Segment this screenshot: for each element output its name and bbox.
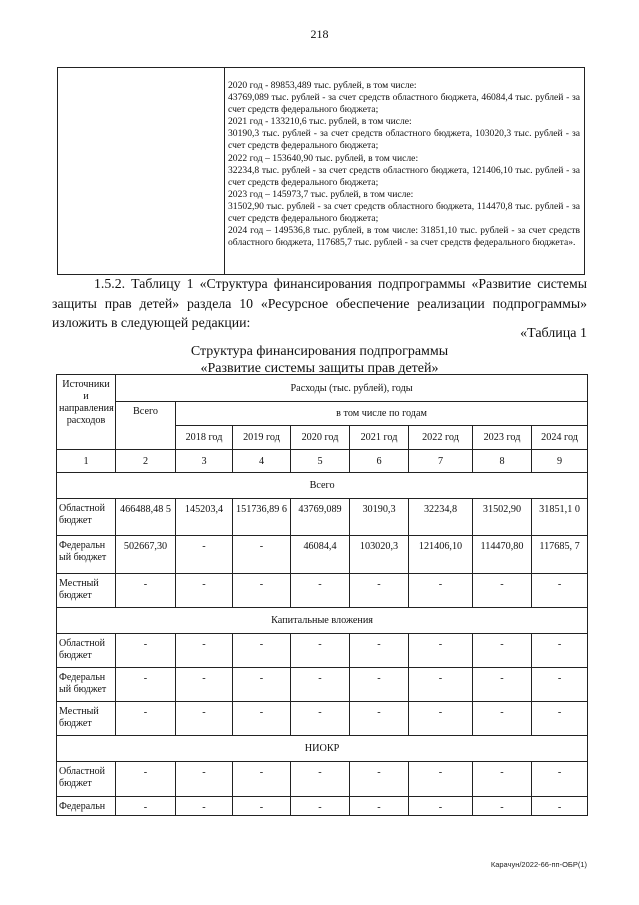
table-label: «Таблица 1 xyxy=(520,326,587,341)
value-cell: - xyxy=(473,668,532,702)
value-cell: - xyxy=(176,634,233,668)
value-cell: 121406,10 xyxy=(409,536,473,574)
column-number: 5 xyxy=(291,450,350,473)
text-line: 2022 год – 153640,90 тыс. рублей, в том числе: xyxy=(228,152,419,164)
value-cell: - xyxy=(233,702,291,736)
value-cell: 502667,30 xyxy=(116,536,176,574)
value-cell: - xyxy=(116,634,176,668)
text-line: 30190,3 тыс. рублей - за счет средств областного бюджета, 103020,3 тыс. рублей - за счет средств федерального бюджета; xyxy=(228,128,580,152)
value-cell: 466488,48 5 xyxy=(116,499,176,536)
section-row xyxy=(57,473,588,499)
value-cell: - xyxy=(532,762,588,797)
value-cell: - xyxy=(473,574,532,608)
value-cell: - xyxy=(350,797,409,816)
value-cell: - xyxy=(409,634,473,668)
continuation-table xyxy=(57,67,585,275)
text-line: 2024 год – 149536,8 тыс. рублей, в том числе: 31851,10 тыс. рублей - за счет средств областного бюджета, 117685,7 тыс. рублей - за счет средств федерального бюджета». xyxy=(228,225,580,249)
column-number: 3 xyxy=(176,450,233,473)
value-cell: - xyxy=(350,762,409,797)
column-number: 7 xyxy=(409,450,473,473)
value-cell: 30190,3 xyxy=(350,499,409,536)
value-cell: - xyxy=(350,634,409,668)
row-label: Областной бюджет xyxy=(57,762,116,797)
value-cell: - xyxy=(532,668,588,702)
row-label: Федеральн ый бюджет xyxy=(57,536,116,574)
header-total: Всего xyxy=(116,402,176,450)
value-cell: 117685, 7 xyxy=(532,536,588,574)
value-cell: 103020,3 xyxy=(350,536,409,574)
value-cell: - xyxy=(409,762,473,797)
row-label: Федеральн xyxy=(57,797,116,816)
value-cell: 31502,90 xyxy=(473,499,532,536)
value-cell: 151736,89 6 xyxy=(233,499,291,536)
value-cell: 32234,8 xyxy=(409,499,473,536)
header-expenses: Расходы (тыс. рублей), годы xyxy=(116,375,588,402)
value-cell: - xyxy=(116,668,176,702)
column-number: 8 xyxy=(473,450,532,473)
column-number: 2 xyxy=(116,450,176,473)
value-cell: 145203,4 xyxy=(176,499,233,536)
section-row xyxy=(57,608,588,634)
header-year: 2022 год xyxy=(409,426,473,450)
value-cell: 114470,80 xyxy=(473,536,532,574)
value-cell: - xyxy=(116,702,176,736)
row-label: Местный бюджет xyxy=(57,702,116,736)
value-cell: - xyxy=(233,668,291,702)
value-cell: - xyxy=(176,762,233,797)
amendment-paragraph: 1.5.2. Таблицу 1 «Структура финансирования подпрограммы «Развитие системы защиты прав детей» раздела 10 «Ресурсное обеспечение реализации подпрограммы» изложить в следующей редакции: xyxy=(52,276,587,330)
value-cell: - xyxy=(350,574,409,608)
continuation-text xyxy=(228,80,580,249)
section-title: Капитальные вложения xyxy=(57,608,588,634)
header-year: 2023 год xyxy=(473,426,532,450)
column-number: 1 xyxy=(57,450,116,473)
row-label: Областной бюджет xyxy=(57,634,116,668)
value-cell: - xyxy=(532,574,588,608)
value-cell: - xyxy=(176,574,233,608)
value-cell: - xyxy=(233,574,291,608)
value-cell: - xyxy=(473,762,532,797)
caption-line: Структура финансирования подпрограммы xyxy=(190,344,449,359)
row-label: Местный бюджет xyxy=(57,574,116,608)
value-cell: - xyxy=(176,536,233,574)
value-cell: - xyxy=(233,634,291,668)
table-row xyxy=(57,702,588,736)
table-divider xyxy=(224,68,225,274)
column-number: 9 xyxy=(532,450,588,473)
value-cell: - xyxy=(116,797,176,816)
value-cell: - xyxy=(473,702,532,736)
header-year: 2024 год xyxy=(532,426,588,450)
value-cell: - xyxy=(409,797,473,816)
table-row xyxy=(57,668,588,702)
value-cell: 46084,4 xyxy=(291,536,350,574)
column-number: 4 xyxy=(233,450,291,473)
value-cell: - xyxy=(409,574,473,608)
text-line: 31502,90 тыс. рублей - за счет средств областного бюджета, 114470,8 тыс. рублей - за счет средств федерального бюджета; xyxy=(228,200,580,225)
row-label: Федеральн ый бюджет xyxy=(57,668,116,702)
header-year: 2021 год xyxy=(350,426,409,450)
value-cell: - xyxy=(233,536,291,574)
value-cell: - xyxy=(176,668,233,702)
value-cell: - xyxy=(291,702,350,736)
value-cell: - xyxy=(409,668,473,702)
value-cell: - xyxy=(233,797,291,816)
value-cell: - xyxy=(473,797,532,816)
value-cell: - xyxy=(291,797,350,816)
row-label: Областной бюджет xyxy=(57,499,116,536)
table-caption xyxy=(0,343,639,377)
section-title: Всего xyxy=(57,473,588,499)
caption-line: «Развитие системы защиты прав детей» xyxy=(200,361,439,376)
text-line: 2020 год - 89853,489 тыс. рублей, в том числе: xyxy=(228,80,417,91)
section-row xyxy=(57,736,588,762)
value-cell: - xyxy=(291,634,350,668)
header-year: 2020 год xyxy=(291,426,350,450)
value-cell: - xyxy=(291,762,350,797)
value-cell: - xyxy=(409,702,473,736)
value-cell: - xyxy=(532,634,588,668)
table-row xyxy=(57,499,588,536)
section-title: НИОКР xyxy=(57,736,588,762)
value-cell: - xyxy=(532,702,588,736)
value-cell: - xyxy=(350,668,409,702)
column-number: 6 xyxy=(350,450,409,473)
value-cell: - xyxy=(176,702,233,736)
value-cell: - xyxy=(176,797,233,816)
header-sources: Источники и направления расходов xyxy=(57,375,116,450)
value-cell: 31851,1 0 xyxy=(532,499,588,536)
value-cell: - xyxy=(291,668,350,702)
page-number: 218 xyxy=(310,27,329,41)
value-cell: 43769,089 xyxy=(291,499,350,536)
table-row xyxy=(57,536,588,574)
value-cell: - xyxy=(350,702,409,736)
value-cell: - xyxy=(116,762,176,797)
financing-table xyxy=(56,374,588,816)
header-year: 2018 год xyxy=(176,426,233,450)
table-row xyxy=(57,574,588,608)
value-cell: - xyxy=(233,762,291,797)
header-year: 2019 год xyxy=(233,426,291,450)
document-code: Карачун/2022-66-пп-ОБР(1) xyxy=(490,860,587,869)
table-row xyxy=(57,762,588,797)
text-line: 32234,8 тыс. рублей - за счет средств областного бюджета, 121406,10 тыс. рублей - за счет средств федерального бюджета; xyxy=(228,164,580,188)
value-cell: - xyxy=(291,574,350,608)
text-line: 2023 год – 145973,7 тыс. рублей, в том числе: xyxy=(228,188,414,200)
text-line: 2021 год - 133210,6 тыс. рублей, в том числе: xyxy=(228,116,412,128)
value-cell: - xyxy=(532,797,588,816)
text-line: 43769,089 тыс. рублей - за счет средств областного бюджета, 46084,4 тыс. рублей - за счет средств федерального бюджета; xyxy=(228,92,580,116)
header-by-years: в том числе по годам xyxy=(176,402,588,426)
value-cell: - xyxy=(116,574,176,608)
table-row xyxy=(57,797,588,816)
value-cell: - xyxy=(473,634,532,668)
table-row xyxy=(57,634,588,668)
